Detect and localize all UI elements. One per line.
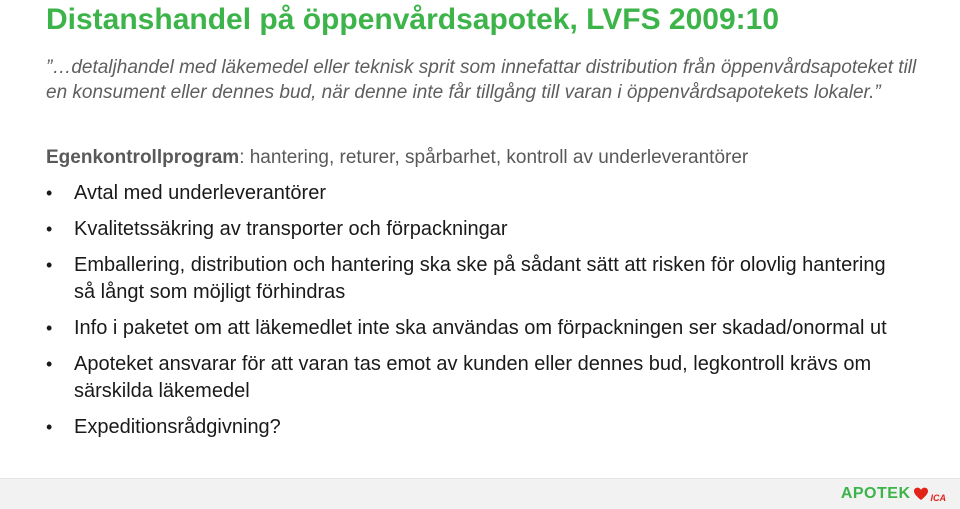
bullet-item [46, 180, 906, 207]
bullet-marker: • [46, 219, 53, 239]
intro-bold-label: Egenkontrollprogram [46, 147, 240, 168]
bullet-text: Avtal med underleverantörer [74, 182, 326, 204]
bullet-item [46, 414, 906, 441]
bullet-marker: • [46, 318, 53, 338]
apotek-ica-logo [841, 483, 946, 505]
bullet-item [46, 351, 906, 405]
bullet-item [46, 216, 906, 243]
logo-text: APOTEK [840, 485, 911, 502]
bullet-marker: • [46, 255, 53, 275]
bullet-marker: • [46, 417, 53, 437]
heart-icon [913, 486, 929, 502]
footer-bar [0, 478, 960, 509]
bullet-item [46, 252, 906, 306]
bullet-list [46, 180, 906, 450]
bullet-item [46, 315, 906, 342]
intro-line [46, 146, 748, 170]
bullet-text: Expeditionsrådgivning? [74, 416, 281, 438]
bullet-text: Emballering, distribution och hantering ska ske på sådant sätt att risken för olovlig hantering så långt som möjligt förhindras [74, 254, 886, 303]
slide-title: Distanshandel på öppenvårdsapotek, LVFS 2009:10 [46, 3, 780, 36]
bullet-text: Apoteket ansvarar för att varan tas emot av kunden eller dennes bud, legkontroll krävs om särskilda läkemedel [74, 353, 872, 402]
bullet-text: Info i paketet om att läkemedlet inte ska användas om förpackningen ser skadad/onormal ut [74, 317, 887, 339]
bullet-marker: • [46, 354, 53, 374]
bullet-text: Kvalitetssäkring av transporter och förpackningar [74, 218, 508, 240]
intro-rest-text: : hantering, returer, spårbarhet, kontroll av underleverantörer [239, 147, 749, 168]
bullet-marker: • [46, 183, 53, 203]
quote-text: ”…detaljhandel med läkemedel eller teknisk sprit som innefattar distribution från öppenvårdsapoteket till en konsument eller dennes bud, när denne inte får tillgång till varan i öppenvårdsapotekets lokaler.” [46, 57, 917, 103]
logo-sub: ICA [930, 493, 946, 503]
